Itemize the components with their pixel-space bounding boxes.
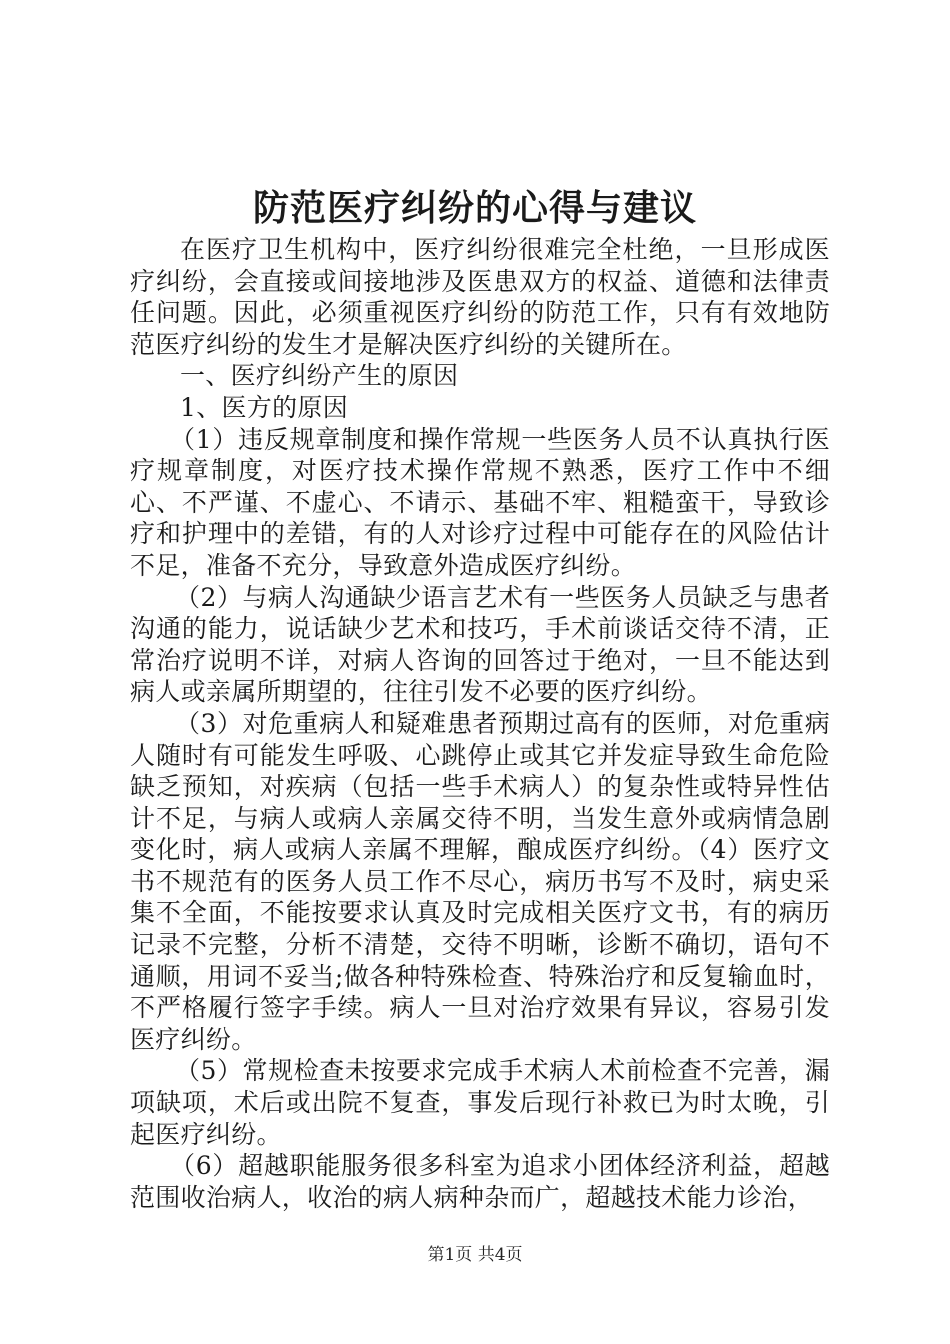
- page-footer: 第1页 共4页: [427, 1245, 523, 1265]
- subsection-heading: 1、医方的原因: [180, 392, 349, 422]
- paragraph-item-2: （2）与病人沟通缺少语言艺术有一些医务人员缺乏与患者沟通的能力，说话缺少艺术和技巧，手术前谈话交待不清，正常治疗说明不详，对病人咨询的回答过于绝对，一旦不能达到病人或亲属所期望的，往往引发不必要的医疗纠纷。: [130, 582, 830, 707]
- paragraph-item-1: （1）违反规章制度和操作常规一些医务人员不认真执行医疗规章制度，对医疗技术操作常规不熟悉，医疗工作中不细心、不严谨、不虚心、不请示、基础不牢、粗糙蛮干，导致诊疗和护理中的差错，有的人对诊疗过程中可能存在的风险估计不足，准备不充分，导致意外造成医疗纠纷。: [130, 424, 830, 580]
- paragraph-item-6: （6）超越职能服务很多科室为追求小团体经济利益，超越范围收治病人，收治的病人病种杂而广，超越技术能力诊治，: [130, 1151, 830, 1212]
- paragraph-item-3: （3）对危重病人和疑难患者预期过高有的医师，对危重病人随时有可能发生呼吸、心跳停止或其它并发症导致生命危险缺乏预知，对疾病（包括一些手术病人）的复杂性或特异性估计不足，与病人或病人亲属交待不明，当发生意外或病情急剧变化时，病人或病人亲属不理解，酿成医疗纠纷。（4）医疗文书不规范有的医务人员工作不尽心，病历书写不及时，病史采集不全面，不能按要求认真及时完成相关医疗文书，有的病历记录不完整，分析不清楚，交待不明晰，诊断不确切，语句不通顺，用词不妥当;做各种特殊检查、特殊治疗和反复输血时，不严格履行签字手续。病人一旦对治疗效果有异议，容易引发医疗纠纷。: [130, 708, 830, 1054]
- section-heading: 一、医疗纠纷产生的原因: [180, 361, 459, 391]
- paragraph-item-5: （5）常规检查未按要求完成手术病人术前检查不完善，漏项缺项，术后或出院不复查，事发后现行补救已为时太晚，引起医疗纠纷。: [130, 1056, 830, 1149]
- document-title: 防范医疗纠纷的心得与建议: [252, 187, 697, 229]
- paragraph-intro: 在医疗卫生机构中，医疗纠纷很难完全杜绝，一旦形成医疗纠纷，会直接或间接地涉及医患双方的权益、道德和法律责任问题。因此，必须重视医疗纠纷的防范工作，只有有效地防范医疗纠纷的发生才是解决医疗纠纷的关键所在。: [130, 235, 830, 359]
- document-body: [130, 234, 830, 1213]
